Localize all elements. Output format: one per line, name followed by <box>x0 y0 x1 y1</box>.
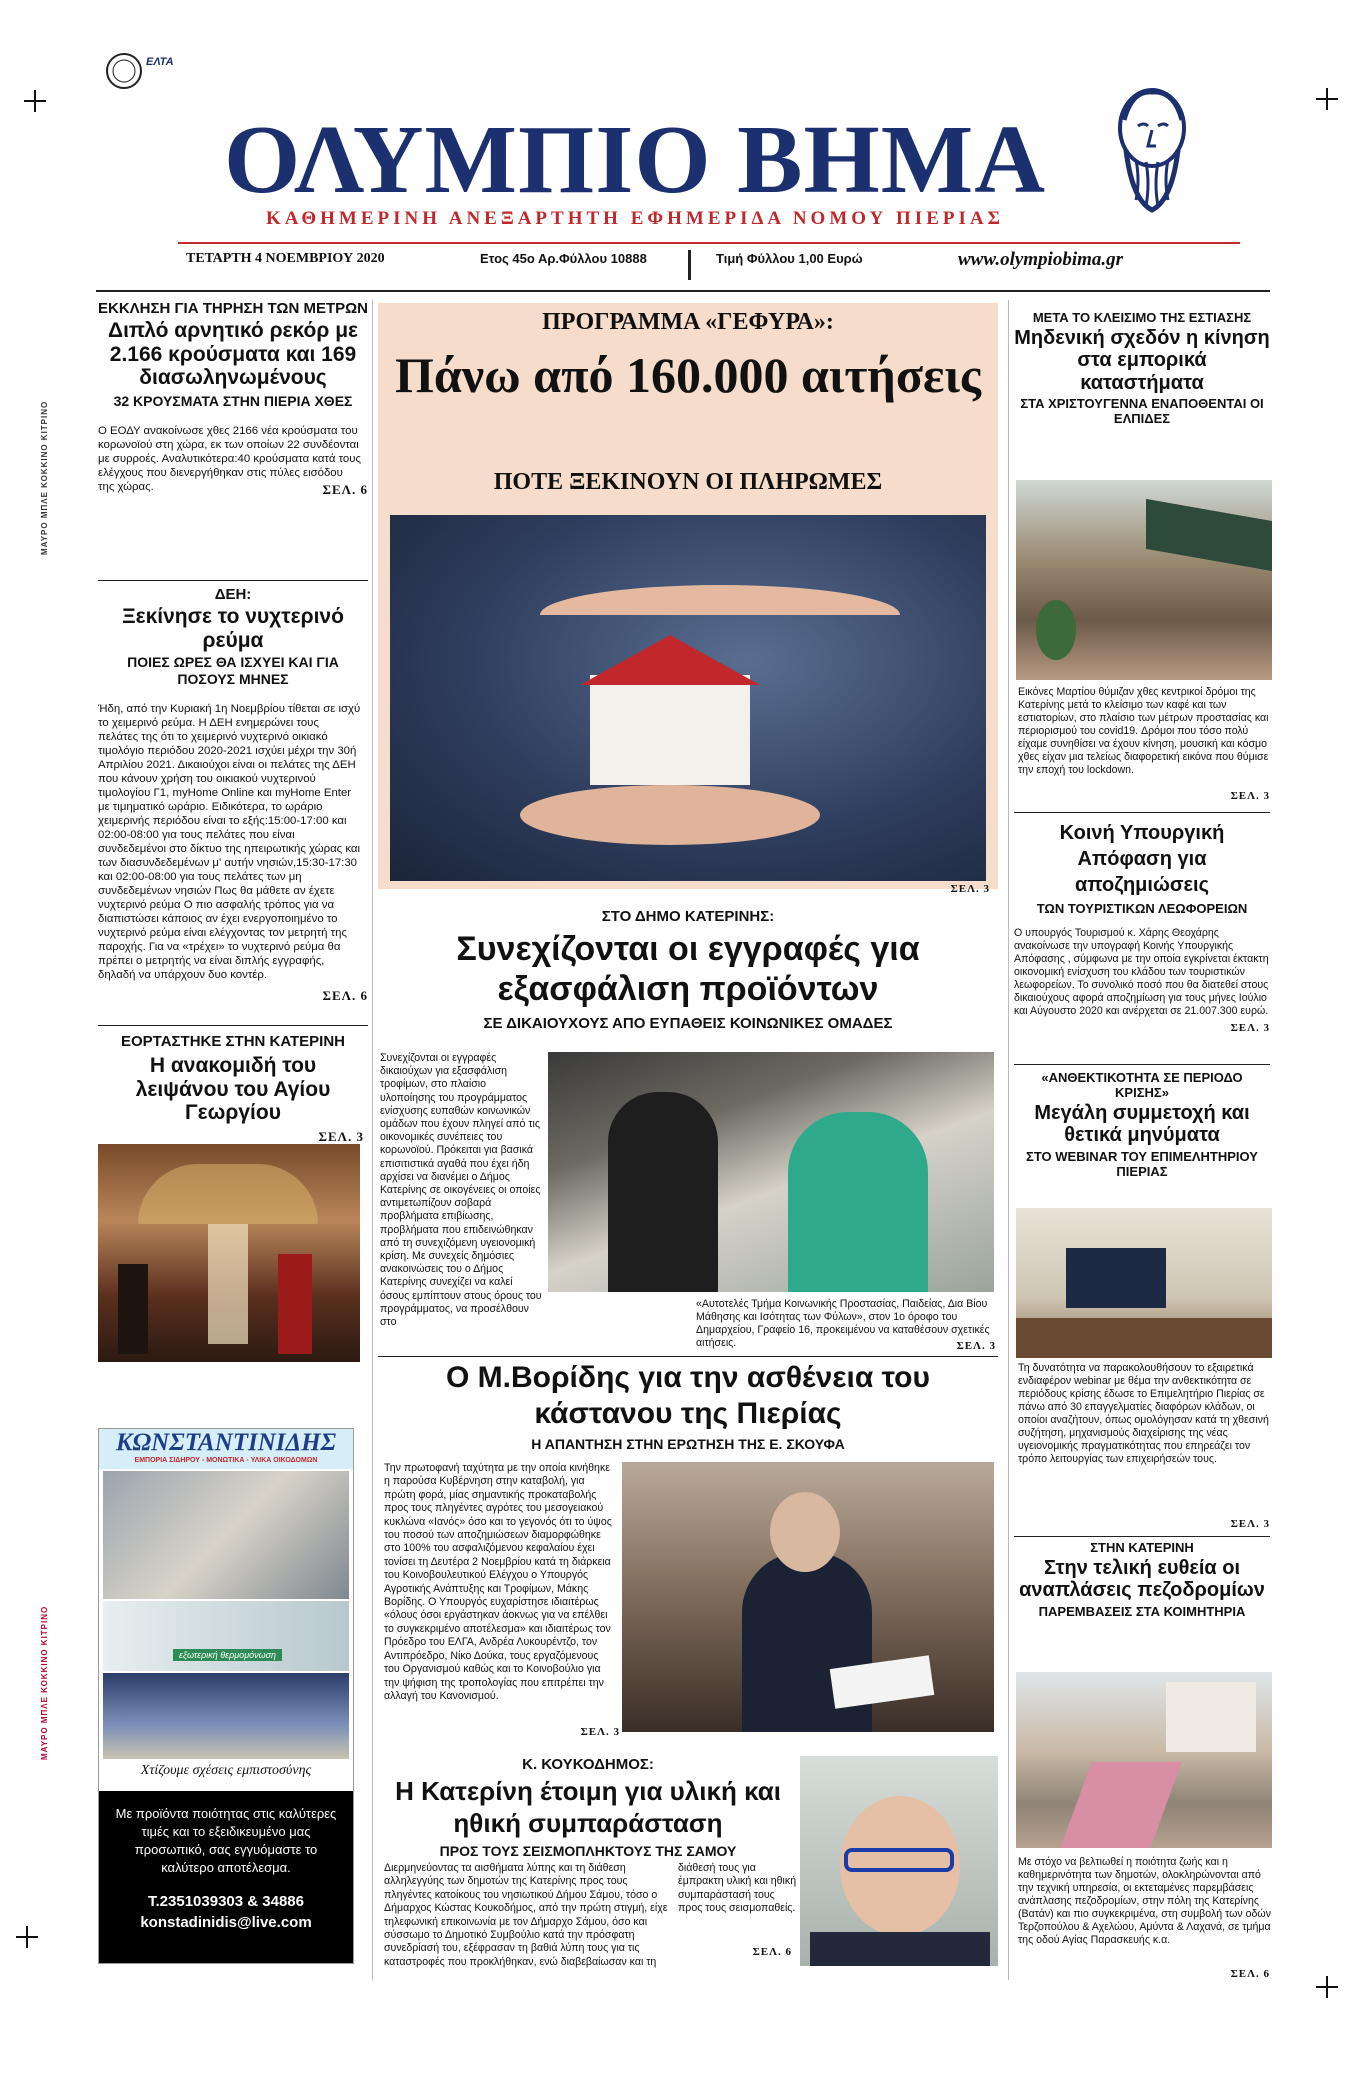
ad-photo-insulation <box>103 1601 349 1671</box>
kicker: ΣΤΗΝ ΚΑΤΕΡΙΝΗ <box>1090 1540 1194 1555</box>
voridis-photo <box>622 1462 994 1732</box>
kicker: ΔΕΗ: <box>214 586 252 603</box>
issue-number: Ετος 45ο Αρ.Φύλλου 10888 <box>480 251 647 266</box>
headline: Κοινή Υπουργική Απόφαση για αποζημιώσεις <box>1059 822 1225 896</box>
pink-pavement <box>1060 1762 1181 1848</box>
zeus-head-icon <box>1102 80 1202 220</box>
webinar-photo <box>1016 1208 1272 1358</box>
screen <box>1066 1248 1166 1308</box>
headline: Μηδενική σχεδόν η κίνηση στα εμπορικά καταστήματα <box>1014 327 1270 394</box>
dateline-divider <box>688 250 691 280</box>
headline: Μεγάλη συμμετοχή και θετικά μηνύματα <box>1034 1102 1250 1147</box>
page-ref: ΣΕΛ. 6 <box>322 481 368 497</box>
kicker: ΕΚΚΛΗΣΗ ΓΙΑ ΤΗΡΗΣΗ ΤΩΝ ΜΕΤΡΩΝ <box>98 300 368 317</box>
elta-label: ΕΛΤΑ <box>146 56 174 68</box>
divider <box>378 1356 998 1357</box>
ad-photo-warehouse <box>103 1471 349 1599</box>
masthead-tagline: ΚΑΘΗΜΕΡΙΝΗ ΑΝΕΞΑΡΤΗΤΗ ΕΦΗΜΕΡΙΔΑ ΝΟΜΟΥ ΠΙΕΡΙΑΣ <box>265 208 1005 229</box>
left-article-covid <box>98 300 368 498</box>
kicker: ΜΕΤΑ ΤΟ ΚΛΕΙΣΙΜΟ ΤΗΣ ΕΣΤΙΑΣΗΣ <box>1032 310 1252 325</box>
ad-email[interactable]: konstadinidis@live.com <box>140 1914 312 1931</box>
zeus-logo <box>1102 80 1202 220</box>
divider <box>1014 1536 1270 1537</box>
minister-head <box>770 1492 840 1572</box>
kicker: ΣΤΟ ΔΗΜΟ ΚΑΤΕΡΙΝΗΣ: <box>601 908 775 925</box>
registration-mark-bottom-right <box>1316 1976 1338 1998</box>
right-webinar-body: Τη δυνατότητα να παρακολουθήσουν το εξαιρετικά ενδιαφέρον webinar με θέμα την ανθεκτικότητα σε περιόδους κρίσης έδωσε το Επιμελητήριο Πιερίας σε πάνω από 30 επαγγελματίες διαφόρων κλάδων, οι οποίοι αναζήτουν, όπως ομολόγησαν κατά τη χθεσινή συζήτηση, μηχανισμούς διαχείρισης της νέας υγειονομικής πραγματικότητας που επηρεάζει τον τρόπο λειτουργίας των επιχειρήσεών τους. <box>1018 1362 1269 1465</box>
center-voridis-body: Την πρωτοφανή ταχύτητα με την οποία κινήθηκε η παρούσα Κυβέρνηση στην καταβολή, για πρώτη φορά, μίας σημαντικής προκαταβολής προς τους πληγέντες αγρότες του μεσογειακού κυκλώνα «Ιανός» όσο και το γεγονός ότι το ύψος του ποσού των αποζημιώσεων διαμορφώθηκε στο 100% του ασφαλιζόμενου κεφαλαίου έχει τονίσει τη Δευτέρα 2 Νοεμβρίου κατά τη διάρκεια του Κοινοβουλευτικού Ελέγχου ο Υπουργός Αγροτικής Ανάπτυξης και Τροφίμων, Μάκης Βορίδης. Ο Υπουργός ευχαρίστησε ιδιαιτέρως «όλους όσοι εργάστηκαν άοκνως για να επέλθει το συγκεκριμένο αποτέλεσμα» και ιδιαιτέρως τον Πρόεδρο του ΕΛΓΑ, Ανδρέα Λυκουρέντζο, τον Αντιπρόεδρο, Νίκο Δούκα, τους εργαζόμενους του Οργανισμού καθώς και το Κοινοβούλιο για την ψήφιση της τροπολογίας που επιτρέπει την αλλαγή του Κανονισμού. <box>384 1462 612 1702</box>
lead-headline: Πάνω από 160.000 αιτήσεις <box>395 347 981 403</box>
headline: Στην τελική ευθεία οι αναπλάσεις πεζοδρομίων <box>1019 1557 1265 1602</box>
page-ref: ΣΕΛ. 3 <box>1230 1518 1270 1530</box>
website[interactable]: www.olympiobima.gr <box>958 249 1124 270</box>
kicker: ΕΟΡΤΑΣΤΗΚΕ ΣΤΗΝ ΚΑΤΕΡΙΝΗ <box>121 1033 345 1050</box>
headline: Η Κατερίνη έτοιμη για υλική και ηθική συμπαράσταση <box>395 1776 781 1838</box>
empty-street-photo <box>1016 480 1272 680</box>
color-strip-top: ΜΑΥΡΟ ΜΠΛΕ ΚΟΚΚΙΝΟ ΚΙΤΡΙΝΟ <box>40 400 49 555</box>
kicker: Κ. ΚΟΥΚΟΔΗΜΟΣ: <box>522 1756 654 1773</box>
center-food-body: Συνεχίζονται οι εγγραφές δικαιούχων για εξασφάλιση τροφίμων, στο πλαίσιο υλοποίησης του προγράμματος ενίσχυσης ευπαθών κοινωνικών ομάδων που έχουν πληγεί από τις οικονομικές συνέπειες του κορωνοϊού. Πρόκειται για βασικά επισιτιστικά αγαθά που έχει ήδη αρχίσει να διανέμει ο Δήμος Κατερίνης σε οικογένειες οι οποίες αντιμετωπίζουν σοβαρά προβλήματα επιβίωσης, προβλήματα που επιδεινώθηκαν από τη συνεχιζόμενη υγειονομική κρίση. Με συνεχείς δημόσιες ανακοινώσεις του ο Δήμος Κατερίνης συνεχίζει να καλεί όσους εμπίπτουν στους όρους του προγράμματος, να προσέλθουν στο <box>380 1052 542 1329</box>
ad-phone[interactable]: Τ.2351039303 & 34886 <box>148 1893 304 1910</box>
issue-date: ΤΕΤΑΡΤΗ 4 ΝΟΕΜΒΡΙΟΥ 2020 <box>186 251 385 266</box>
woman-green <box>788 1112 928 1292</box>
masthead-bottom-rule <box>96 290 1270 292</box>
masthead-red-rule <box>178 242 1240 244</box>
registration-mark-bottom-left <box>16 1926 38 1948</box>
page-ref: ΣΕΛ. 3 <box>1230 790 1270 802</box>
article-body: Ο υπουργός Τουρισμού κ. Χάρης Θεοχάρης ανακοίνωσε την υπογραφή Κοινής Υπουργικής Απόφασης , σύμφωνα με την οποία εγκρίνεται έκτακτη οικονομική ενίσχυση του κλάδου των τουριστικών λεωφορείων. Το συνολικό ποσό που θα διατεθεί στους δικαιούχους αφορά αποζημίωση για τους μήνες Ιούλιο και Αύγουστο 2020 και ανέρχεται σε 21.007.300 ευρώ. <box>1014 927 1269 1017</box>
ad-text: Με προϊόντα ποιότητας στις καλύτερες τιμές και το εξειδικευμένο μας προσωπικό, σας εγγυόμαστε το καλύτερο αποτέλεσμα. <box>115 1806 337 1875</box>
building <box>1166 1682 1256 1752</box>
headline: Ξεκίνησε το νυχτερινό ρεύμα <box>122 605 344 652</box>
page-ref: ΣΕΛ. 6 <box>752 1946 792 1958</box>
glasses-icon <box>844 1848 954 1872</box>
house-body <box>590 675 750 785</box>
elta-logo <box>104 50 176 92</box>
left-article-relic <box>98 1033 368 1144</box>
page-ref: ΣΕΛ. 6 <box>1230 1968 1270 1980</box>
plant <box>1036 600 1076 660</box>
kicker: «ΑΝΘΕΚΤΙΚΟΤΗΤΑ ΣΕ ΠΕΡΙΟΔΟ ΚΡΙΣΗΣ» <box>1041 1070 1243 1100</box>
headline: Ο Μ.Βορίδης για την ασθένεια του κάστανου της Πιερίας <box>446 1361 930 1430</box>
center-article-food <box>378 908 998 1032</box>
page-ref: ΣΕΛ. 3 <box>580 1726 620 1738</box>
ad-photo-building <box>103 1673 349 1759</box>
left-article-dei <box>98 586 368 1004</box>
article-body: Ήδη, από την Κυριακή 1η Νοεμβρίου τίθεται σε ισχύ το χειμερινό ρεύμα. Η ΔΕΗ ενημερώνει τους πελάτες της ότι το χειμερινό νυχτερινό οικιακό τιμολόγιο περιόδου 2020-2021 ισχύει μέχρι την 30ή Απριλίου 2021. Δικαιούχοι είναι οι πελάτες της ΔΕΗ που κάνουν χρήση του οικιακού νυχτερινού τιμολογίου Γ1, myHome Online και myHome Enter με τιμηματικό ωράριο. Ειδικότερα, το ωράριο χειμερινής περιόδου είναι το εξής:15:00-17:00 και 02:00-08:00 για τους πελάτες που είναι συνδεδεμένοι στο δίκτυο της ηπειρωτικής χώρας και των διασυνδεδεμένων μ' αυτήν νησιών,15:30-17:30 και 02:00-08:00 για τους πελάτες των μη συνδεδεμένων νησιών Πως θα μάθετε αν έχετε νυχτερινό ρεύμα Ο πιο ασφαλής τρόπος για να διαπιστώσει κάποιος αν έχει ενεργοποιημένο το νυχτερινό ρεύμα είναι ελέγχοντας τον μετρητή της παροχής. Για να «τρέχει» το νυχτερινό ρεύμα θα πρέπει ο μετρητής να είναι διπλής εγγραφής, δηλαδή να υπάρχουν δυο κοντέρ. <box>98 703 361 982</box>
headline: Η ανακομιδή του λειψάνου του Αγίου Γεωργίου <box>135 1054 331 1125</box>
right-sidewalks-body: Με στόχο να βελτιωθεί η ποιότητα ζωής και η καθημερινότητα των δημοτών, ολοκληρώνονται από την τεχνική υπηρεσία, οι εκτεταμένες παρεμβάσεις ανάπλασης πεζοδρομίων, στην πόλη της Κατερίνης (Βατάν) και πιο συγκεκριμένα, στη συμβολή των οδών Τερζοπούλου & Αχελώου, Αμύντα & Λαχανά, σε τμήμα της οδού Αγίας Παρασκευής κ.α. <box>1018 1856 1272 1946</box>
color-strip-bottom: ΜΑΥΡΟ ΜΠΛΕ ΚΟΚΚΙΝΟ ΚΙΤΡΙΝΟ <box>40 1605 49 1760</box>
divider <box>98 580 368 581</box>
right-shops-caption: Εικόνες Μαρτίου θύμιζαν χθες κεντρικοί δρόμοι της Κατερίνης μετά το κλείσιμο των καφέ και των εστιατορίων, στο πλαίσιο των μέτρων προστασίας και περιορισμού του covid19. Δρόμοι που τόσο πολύ είχαμε συνηθίσει να έχουν κίνηση, μουσική και κόσμο χθες είχαν μια τελείως διαφορετική εικόνα που θύμισε την εποχή του lockdown. <box>1018 686 1269 776</box>
lead-subheadline: ΠΟΤΕ ΞΕΚΙΝΟΥΝ ΟΙ ΠΛΗΡΩΜΕΣ <box>493 469 883 495</box>
lower-hand <box>520 785 820 845</box>
column-divider-right <box>1008 300 1009 1980</box>
ad-brand-bar <box>99 1429 353 1469</box>
page-ref: ΣΕΛ. 3 <box>318 1129 364 1144</box>
right-article-sidewalks <box>1014 1540 1270 1619</box>
ad-photo-label: εξωτερική θερμομόνωση <box>173 1649 282 1661</box>
subheadline: Η ΑΠΑΝΤΗΣΗ ΣΤΗΝ ΕΡΩΤΗΣΗ ΤΗΣ Ε. ΣΚΟΥΦΑ <box>531 1436 845 1452</box>
sidewalk-photo <box>1016 1672 1272 1848</box>
issue-price: Τιμή Φύλλου 1,00 Ευρώ <box>716 251 863 266</box>
right-article-shops <box>1014 310 1270 426</box>
masthead-title: ΟΛΥΜΠΙΟ ΒΗΜΑ <box>224 106 1046 214</box>
divider <box>98 1025 368 1026</box>
subheadline: ΣΕ ΔΙΚΑΙΟΥΧΟΥΣ ΑΠΟ ΕΥΠΑΘΕΙΣ ΚΟΙΝΩΝΙΚΕΣ ΟΜΑΔΕΣ <box>483 1015 893 1032</box>
subheadline: ΠΟΙΕΣ ΩΡΕΣ ΘΑ ΙΣΧΥΕΙ ΚΑΙ ΓΙΑ ΠΟΣΟΥΣ ΜΗΝΕΣ <box>127 654 339 688</box>
headline: Διπλό αρνητικό ρεκόρ με 2.166 κρούσματα και 169 διασωληνωμένους <box>107 319 359 390</box>
center-koukodimos-body: Διερμηνεύοντας τα αισθήματα λύπης και τη διάθεση αλληλεγγύης των δημοτών της Κατερίνης προς τους πληγέντες κατοίκους του νησιωτικού Δήμου Σάμου, τόσο ο Δήμαρχος Κώστας Κουκοδήμος, από την πρώτη στιγμή, είχε τηλεφωνική επικοινωνία με τον Δήμαρχο Σάμου, όσο και σύσσωμο το Δημοτικό Συμβούλιο κατά την πρόσφατη συνεδρίασή του, εξέφρασαν τη βαθιά λύπη τους για τις καταστροφές που προκλήθηκαν, ενώ διαβεβαίωσαν και τη <box>384 1862 668 1968</box>
registration-mark-top-right <box>1316 88 1338 110</box>
lead-story-box <box>378 303 998 895</box>
house-roof <box>580 635 760 685</box>
subheadline: ΤΩΝ ΤΟΥΡΙΣΤΙΚΩΝ ΛΕΩΦΟΡΕΙΩΝ <box>1036 901 1248 916</box>
woman-dark <box>608 1092 718 1292</box>
lead-kicker: ΠΡΟΓΡΑΜΜΑ «ΓΕΦΥΡΑ»: <box>542 309 834 335</box>
article-body: Ο ΕΟΔΥ ανακοίνωσε χθες 2166 νέα κρούσματα του κορωνοϊού στη χώρα, εκ των οποίων 22 συνδέονται με συρροές. Αναλυτικότερα:40 κρούσματα κατά τους ελέγχους που διενεργήθηκαν στις πύλες εισόδου της χώρας. <box>98 424 361 493</box>
right-article-buses <box>1014 820 1270 1034</box>
subheadline: ΠΡΟΣ ΤΟΥΣ ΣΕΙΣΜΟΠΛΗΚΤΟΥΣ ΤΗΣ ΣΑΜΟΥ <box>439 1843 737 1859</box>
center-food-caption: «Αυτοτελές Τμήμα Κοινωνικής Προστασίας, Παιδείας, Δια Βίου Μάθησης και Ισότητας των Φύλων», στον 1ο όροφο του Δημαρχείου, Γραφείο 16, προκειμένου να καταθέσουν σχετικές αιτήσεις. <box>696 1298 990 1349</box>
right-article-webinar <box>1014 1070 1270 1179</box>
lead-photo-house <box>390 515 986 881</box>
ad-brand-sub: ΕΜΠΟΡΙΑ ΣΙΔΗΡΟΥ - ΜΟΝΩΤΙΚΑ - ΥΛΙΚΑ ΟΙΚΟΔΟΜΩΝ <box>134 1457 318 1464</box>
divider <box>1014 812 1270 813</box>
subheadline: 32 ΚΡΟΥΣΜΑΤΑ ΣΤΗΝ ΠΙΕΡΙΑ ΧΘΕΣ <box>113 392 353 409</box>
center-food-photo <box>548 1052 994 1292</box>
ad-info-box <box>99 1791 353 1963</box>
page-ref: ΣΕΛ. 3 <box>956 1340 996 1352</box>
koukodimos-photo <box>800 1756 998 1966</box>
awning <box>1146 499 1272 571</box>
column-divider-left <box>372 300 373 1980</box>
registration-mark-top-left <box>24 90 46 112</box>
center-article-koukodimos <box>378 1756 798 1860</box>
page-ref: ΣΕΛ. 6 <box>322 988 368 1004</box>
subheadline: ΠΑΡΕΜΒΑΣΕΙΣ ΣΤΑ ΚΟΙΜΗΤΗΡΙΑ <box>1038 1603 1246 1619</box>
center-article-voridis <box>378 1360 998 1453</box>
mayor-suit <box>810 1932 990 1966</box>
subheadline: ΣΤΑ ΧΡΙΣΤΟΥΓΕΝΝΑ ΕΝΑΠΟΘΕΝΤΑΙ ΟΙ ΕΛΠΙΔΕΣ <box>1020 396 1264 427</box>
ad-slogan: Χτίζουμε σχέσεις εμπιστοσύνης <box>140 1763 312 1778</box>
page-ref: ΣΕΛ. 3 <box>1230 1022 1270 1034</box>
divider <box>1014 1064 1270 1065</box>
desk <box>1016 1318 1272 1358</box>
konstantinidis-ad <box>98 1428 354 1964</box>
page-ref: ΣΕΛ. 3 <box>950 883 990 895</box>
ad-brand: ΚΩΝΣΤΑΝΤΙΝΙΔΗΣ <box>115 1429 337 1456</box>
church-photo <box>98 1144 360 1362</box>
center-koukodimos-body-cont: διάθεσή τους για έμπρακτη υλική και ηθική συμπαράστασή τους προς τους σεισμοπαθείς. <box>678 1862 797 1915</box>
headline: Συνεχίζονται οι εγγραφές για εξασφάλιση προϊόντων <box>456 930 920 1008</box>
subheadline: ΣΤΟ WEBINAR ΤΟΥ ΕΠΙΜΕΛΗΤΗΡΙΟΥ ΠΙΕΡΙΑΣ <box>1026 1148 1258 1179</box>
